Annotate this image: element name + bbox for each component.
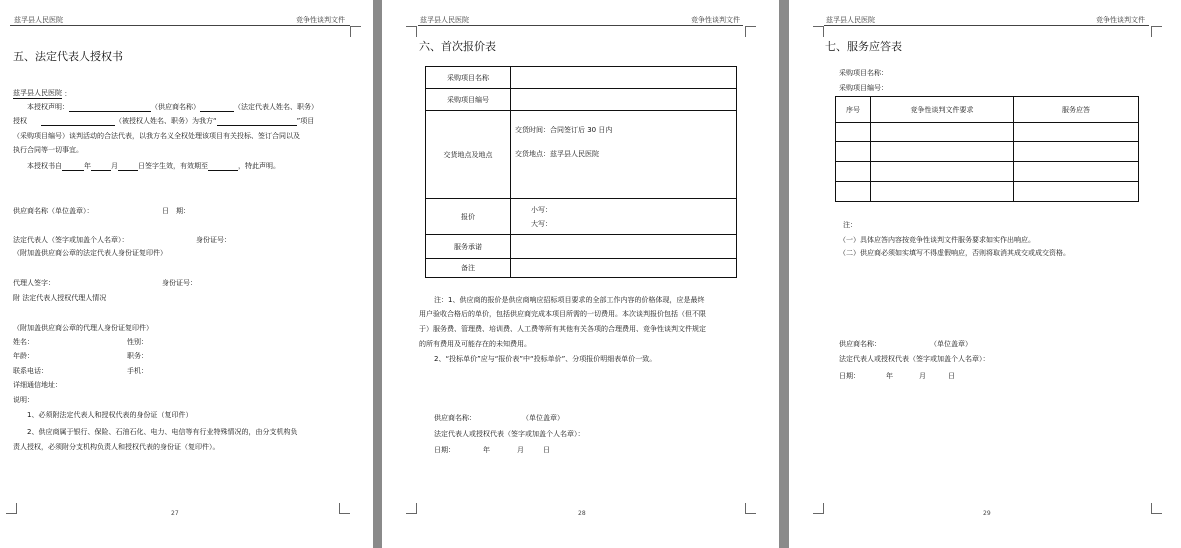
field-gender: 性别： [127, 338, 148, 346]
crop-mark [813, 26, 824, 37]
recipient-name: 兹孚县人民医院 [13, 89, 62, 97]
date-label: 日 期： [162, 207, 190, 215]
date-year: 年 [483, 446, 490, 454]
service-response-table [835, 96, 1139, 202]
text: 本授权书自 [27, 162, 62, 170]
text: 年 [84, 162, 91, 170]
cell-delivery [511, 111, 737, 199]
date-label: 日期： [839, 372, 860, 380]
text: ，特此声明。 [238, 162, 280, 170]
authorization-line-5 [27, 162, 280, 171]
authorization-line-3: （采购项目编号）谈判活动的合法代表，以我方名义全权处理该项目有关投标、签订合同以及 [13, 132, 300, 140]
page-number: 27 [171, 510, 179, 517]
table-cell [871, 182, 1014, 202]
text: ”项目 [296, 117, 315, 125]
crop-mark [339, 503, 350, 514]
crop-mark [1151, 503, 1162, 514]
table-cell [1014, 123, 1139, 142]
field-name: 姓名： [13, 338, 34, 346]
crop-mark [745, 26, 756, 37]
project-code: 采购项目编号： [839, 84, 888, 92]
date-year: 年 [886, 372, 893, 380]
crop-mark [350, 26, 361, 37]
document-page-28 [382, 0, 779, 548]
table-cell [871, 142, 1014, 162]
delivery-place: 交货地点：兹孚县人民医院 [515, 150, 599, 158]
blank-field [69, 103, 151, 112]
page-header-right: 竞争性谈判文件 [691, 16, 740, 24]
page-header-right: 竞争性谈判文件 [296, 16, 345, 24]
note-1b: 用户验收合格后的单价，包括供应商完成本项目所需的一切费用。本次谈判报价包括（但不限 [419, 310, 706, 318]
blank-field [62, 162, 84, 171]
table-cell [1014, 162, 1139, 182]
cell-project-name [511, 67, 737, 89]
field-phone: 联系电话： [13, 367, 48, 375]
quotation-table [425, 66, 737, 278]
blank-field [41, 117, 115, 126]
price-lower: 小写： [531, 205, 552, 214]
text: （被授权人姓名、职务）为我方“ [115, 117, 217, 125]
colon: ： [64, 90, 72, 98]
cell-service [511, 235, 737, 259]
document-page-27 [0, 0, 373, 548]
crop-mark [6, 503, 17, 514]
page-header-left: 兹孚县人民医院 [420, 16, 469, 24]
price-upper: 大写： [531, 219, 552, 228]
text: 授权 [13, 117, 27, 125]
table-cell [871, 162, 1014, 182]
note-1: （一）具体应答内容按竞争性谈判文件服务要求如实作出响应。 [839, 236, 1035, 244]
note-1: 1、必须附法定代表人和授权代表的身份证（复印件） [27, 411, 193, 419]
authorization-line-1 [27, 103, 318, 112]
cell-price [511, 199, 737, 235]
section-title: 五、法定代表人授权书 [13, 50, 123, 63]
table-cell [871, 123, 1014, 142]
label-project-code: 采购项目编号 [426, 89, 511, 111]
cell-project-code [511, 89, 737, 111]
crop-mark [406, 503, 417, 514]
agent-id-note: （附加盖供应商公章的代理人身份证复印件） [13, 324, 153, 332]
date-month: 月 [919, 372, 926, 380]
note-1d: 的所有费用及可能存在的未知费用。 [419, 340, 531, 348]
table-cell [836, 123, 871, 142]
document-page-29 [789, 0, 1181, 548]
supplier-sign: 供应商名称： [434, 414, 476, 422]
header-rule [418, 25, 743, 26]
text: 本授权声明： [27, 103, 69, 111]
label-project-name: 采购项目名称 [426, 67, 511, 89]
crop-mark [406, 26, 417, 37]
table-cell [1014, 182, 1139, 202]
authorization-line-2 [13, 117, 314, 126]
field-mobile: 手机： [127, 367, 148, 375]
legal-rep-sign: 法定代表人或授权代表（签字或加盖个人名章）： [839, 355, 990, 363]
date-month: 月 [517, 446, 524, 454]
note-title: 说明： [13, 396, 34, 404]
text: 月 [111, 162, 118, 170]
text: （供应商名称） [151, 103, 200, 111]
supplier-sign: 供应商名称： [839, 340, 881, 348]
text: （法定代表人姓名、职务） [234, 103, 318, 111]
page-header-left: 兹孚县人民医院 [826, 16, 875, 24]
page-number: 29 [983, 510, 991, 517]
crop-mark [745, 503, 756, 514]
legal-rep-sign: 法定代表人（签字或加盖个人名章）： [13, 236, 129, 244]
page-header-left: 兹孚县人民医院 [14, 16, 63, 24]
authorization-line-4: 执行合同等一切事宜。 [13, 146, 83, 154]
agent-info-title: 附 法定代表人授权代理人情况 [13, 294, 107, 302]
header-requirement: 竞争性谈判文件要求 [871, 97, 1014, 123]
blank-field [200, 103, 234, 112]
legal-rep-id-note: （附加盖供应商公章的法定代表人身份证复印件） [13, 249, 167, 257]
note-2a: 2、供应商属于银行、保险、石油石化、电力、电信等有行业特殊情况的，由分支机构负 [27, 428, 298, 436]
blank-field [91, 162, 111, 171]
section-title: 六、首次报价表 [419, 40, 496, 53]
header-no: 序号 [836, 97, 871, 123]
section-title: 七、服务应答表 [825, 40, 902, 53]
field-address: 详细通信地址： [13, 381, 62, 389]
table-cell [836, 182, 871, 202]
label-price: 报价 [426, 199, 511, 235]
note-2: 2、“投标单价”应与“报价表”中“投标单价”、分项报价明细表单价一致。 [434, 355, 657, 363]
note-2b: 责人授权，必须附分支机构负责人和授权代表的身份证（复印件）。 [13, 443, 220, 451]
agent-id: 身份证号： [162, 279, 197, 287]
agent-sign: 代理人签字： [13, 279, 55, 287]
crop-mark [813, 503, 824, 514]
table-cell [1014, 142, 1139, 162]
date-day: 日 [543, 446, 550, 454]
page-number: 28 [578, 510, 586, 517]
page-gap-left [373, 0, 382, 548]
label-delivery: 交货地点及地点 [426, 111, 511, 199]
table-cell [836, 142, 871, 162]
text: 日签字生效，有效期至 [138, 162, 208, 170]
header-rule [10, 25, 350, 26]
page-header-right: 竞争性谈判文件 [1096, 16, 1145, 24]
page-gap-right [779, 0, 789, 548]
date-label: 日期： [434, 446, 455, 454]
delivery-time: 交货时间：合同签订后 30 日内 [515, 126, 613, 134]
supplier-sign: 供应商名称（单位盖章）： [13, 207, 94, 215]
legal-rep-id: 身份证号： [196, 236, 231, 244]
header-rule [824, 25, 1149, 26]
label-remark: 备注 [426, 259, 511, 278]
table-cell [836, 162, 871, 182]
project-name: 采购项目名称： [839, 69, 888, 77]
header-response: 服务应答 [1014, 97, 1139, 123]
note-title: 注： [843, 221, 857, 229]
field-age: 年龄： [13, 352, 34, 360]
label-service: 服务承诺 [426, 235, 511, 259]
blank-field [118, 162, 138, 171]
blank-field [208, 162, 238, 171]
blank-field [217, 117, 297, 126]
note-1c: 于）服务费、管理费、培训费、人工费等所有其他有关各项的合理费用、竞争性谈判文件规定 [419, 325, 706, 333]
legal-rep-sign: 法定代表人或授权代表（签字或加盖个人名章）： [434, 430, 585, 438]
recipient [13, 89, 71, 99]
seal: （单位盖章） [930, 340, 972, 348]
cell-remark [511, 259, 737, 278]
note-1a: 注：1、供应商的报价是供应商响应招标项目要求的全部工作内容的价格体现，应是最终 [434, 296, 705, 304]
field-position: 职务： [127, 352, 148, 360]
crop-mark [1151, 26, 1162, 37]
seal: （单位盖章） [522, 414, 564, 422]
note-2: （二）供应商必须如实填写不得虚假响应，否则将取消其成交或成交资格。 [839, 249, 1070, 257]
date-day: 日 [948, 372, 955, 380]
